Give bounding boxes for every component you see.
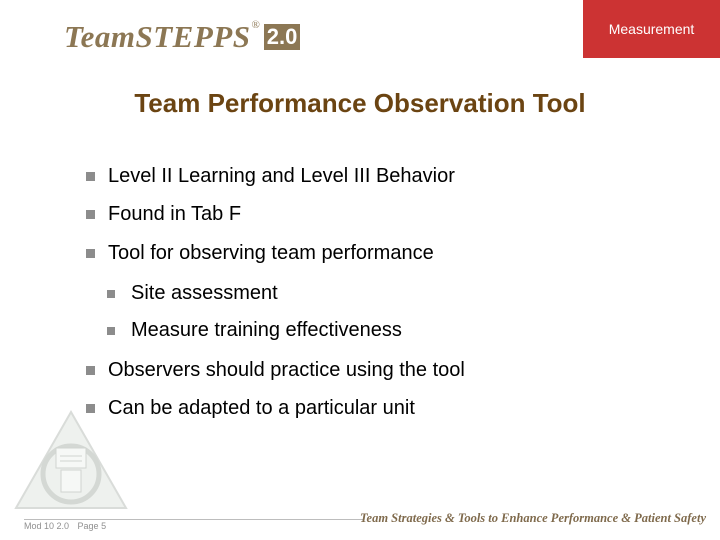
square-bullet-icon <box>86 249 95 258</box>
square-bullet-icon <box>107 327 115 335</box>
sub-bullet-text: Measure training effectiveness <box>131 319 402 341</box>
logo-wordmark: TeamSTEPPS <box>64 19 251 54</box>
bullet-text: Observers should practice using the tool <box>108 359 465 381</box>
module-label: Mod 10 2.0 <box>24 521 70 531</box>
slide-title: Team Performance Observation Tool <box>134 88 586 118</box>
section-tab <box>583 0 720 58</box>
bullet-item <box>86 397 415 420</box>
footer-divider <box>24 519 364 520</box>
square-bullet-icon <box>86 172 95 181</box>
bullet-text: Can be adapted to a particular unit <box>108 397 415 419</box>
teamstepps-logo <box>64 18 300 56</box>
bullet-text: Tool for observing team performance <box>108 242 434 264</box>
section-label: Measurement <box>608 21 695 37</box>
logo-version-badge: 2.0 <box>264 24 301 50</box>
footer-tagline: Team Strategies & Tools to Enhance Performance & Patient Safety <box>360 511 706 525</box>
bullet-text: Level II Learning and Level III Behavior <box>108 165 455 187</box>
bullet-item <box>86 242 434 265</box>
bullet-item <box>86 203 241 226</box>
bullet-item <box>86 165 455 188</box>
page-label: Page 5 <box>77 521 107 531</box>
sub-bullet-item <box>107 319 402 342</box>
sub-bullet-text: Site assessment <box>131 282 278 304</box>
square-bullet-icon <box>86 210 95 219</box>
square-bullet-icon <box>107 290 115 298</box>
bullet-item <box>86 359 465 382</box>
bullet-text: Found in Tab F <box>108 203 242 225</box>
square-bullet-icon <box>86 366 95 375</box>
teamstepps-triangle-watermark-icon <box>12 408 130 512</box>
footer-page-info <box>24 521 112 531</box>
logo-registered-mark: ® <box>251 19 260 31</box>
sub-bullet-item <box>107 282 278 305</box>
